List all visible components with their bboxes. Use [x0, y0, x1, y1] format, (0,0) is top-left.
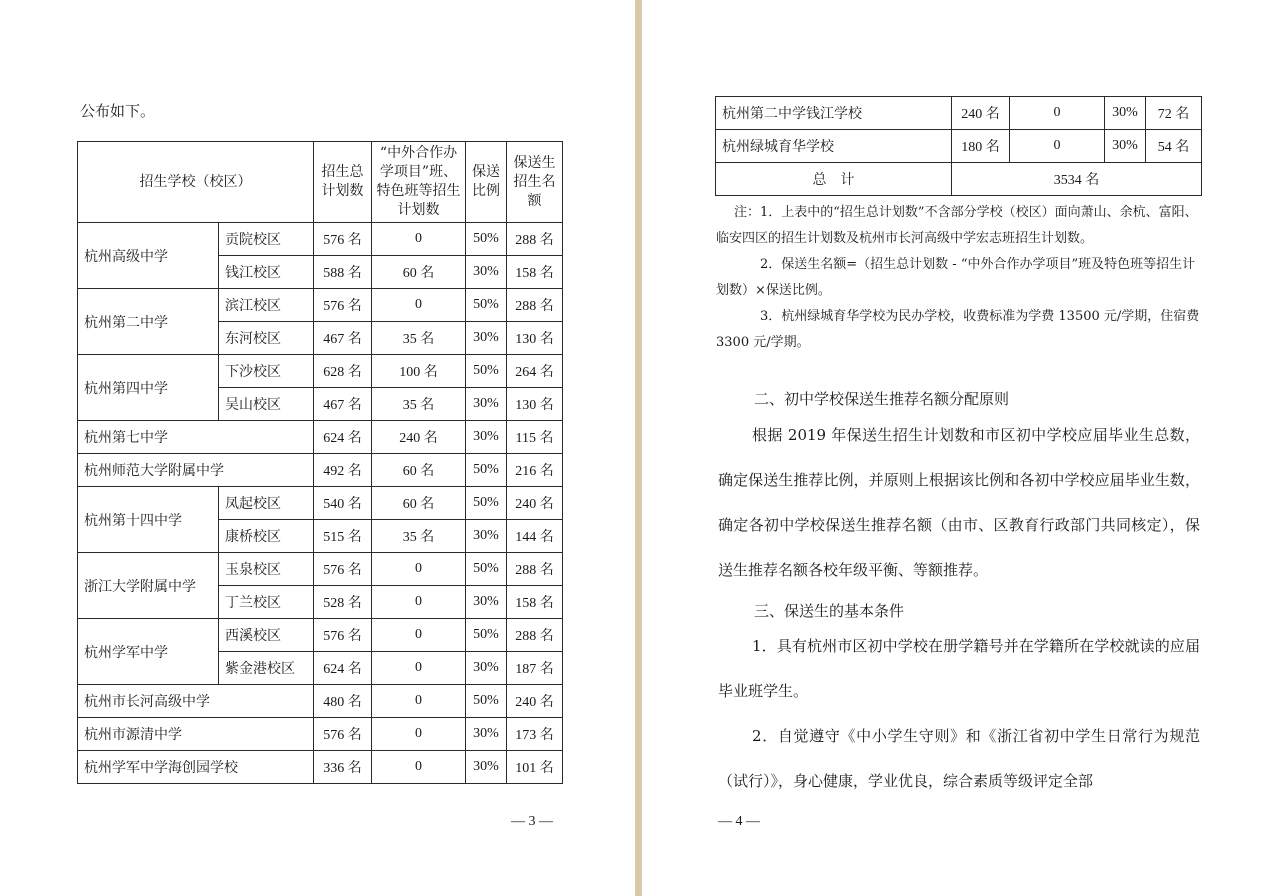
special-cell: 0 — [1010, 97, 1105, 130]
table-row — [78, 619, 563, 652]
school-name: 杭州第二中学钱江学校 — [716, 97, 952, 130]
plan-cell: 588 名 — [314, 256, 372, 289]
quota-cell: 158 名 — [507, 256, 563, 289]
ratio-cell: 30% — [1105, 97, 1146, 130]
section-2-body: 根据 2019 年保送生招生计划数和市区初中学校应届毕业生总数，确定保送生推荐比例，并原则上根据该比例和各初中学校应届毕业生数，确定各初中学校保送生推荐名额（由市、区教育行政部门共同核定），保送生推荐名额各校年级平衡、等额推荐。 — [718, 426, 1200, 579]
quota-cell: 130 名 — [507, 388, 563, 421]
quota-table-continued — [715, 96, 1202, 196]
condition-item-2: 2．自觉遵守《中小学生守则》和《浙江省初中学生日常行为规范（试行）》，身心健康，学业优良，综合素质等级评定全部 — [718, 727, 1200, 790]
quota-cell: 101 名 — [507, 751, 563, 784]
table-row — [78, 487, 563, 520]
school-name: 杭州学军中学 — [78, 619, 219, 685]
special-cell: 35 名 — [372, 322, 466, 355]
table-row — [78, 718, 563, 751]
school-name: 浙江大学附属中学 — [78, 553, 219, 619]
quota-cell: 187 名 — [507, 652, 563, 685]
special-cell: 0 — [372, 289, 466, 322]
table-total-row — [716, 163, 1202, 196]
school-name: 杭州第二中学 — [78, 289, 219, 355]
condition-item-1: 1．具有杭州市区初中学校在册学籍号并在学籍所在学校就读的应届毕业班学生。 — [718, 637, 1200, 700]
special-cell: 35 名 — [372, 388, 466, 421]
special-cell: 0 — [1010, 130, 1105, 163]
ratio-cell: 30% — [1105, 130, 1146, 163]
quota-cell: 216 名 — [507, 454, 563, 487]
page-number: — 3 — — [511, 814, 553, 829]
ratio-cell: 50% — [466, 223, 507, 256]
table-row — [78, 421, 563, 454]
note-3: 3．杭州绿城育华学校为民办学校，收费标准为学费 13500 元/学期，住宿费 3300 元/学期。 — [716, 309, 1200, 350]
total-value: 3534 名 — [952, 163, 1202, 196]
quota-cell: 240 名 — [507, 487, 563, 520]
table-row — [78, 751, 563, 784]
plan-cell: 240 名 — [952, 97, 1010, 130]
quota-cell: 173 名 — [507, 718, 563, 751]
special-cell: 0 — [372, 652, 466, 685]
plan-cell: 336 名 — [314, 751, 372, 784]
plan-cell: 492 名 — [314, 454, 372, 487]
special-cell: 0 — [372, 751, 466, 784]
intro-text: 公布如下。 — [80, 102, 156, 120]
header-school: 招生学校（校区） — [78, 142, 314, 223]
quota-cell: 288 名 — [507, 289, 563, 322]
special-cell: 0 — [372, 553, 466, 586]
campus-name: 滨江校区 — [219, 289, 314, 322]
ratio-cell: 50% — [466, 487, 507, 520]
section-2-title: 二、初中学校保送生推荐名额分配原则 — [754, 390, 1010, 408]
ratio-cell: 30% — [466, 586, 507, 619]
campus-name: 西溪校区 — [219, 619, 314, 652]
note-1: 注：1．上表中的“招生总计划数”不含部分学校（校区）面向萧山、余杭、富阳、临安四区的招生计划数及杭州市长河高级中学宏志班招生计划数。 — [716, 205, 1198, 246]
quota-cell: 115 名 — [507, 421, 563, 454]
school-name: 杭州第十四中学 — [78, 487, 219, 553]
special-cell: 0 — [372, 619, 466, 652]
special-cell: 240 名 — [372, 421, 466, 454]
page-3 — [0, 0, 636, 896]
campus-name: 紫金港校区 — [219, 652, 314, 685]
table-row — [78, 289, 563, 322]
school-name: 杭州第七中学 — [78, 421, 314, 454]
header-quota: 保送生招生名额 — [507, 142, 563, 223]
table-row — [78, 355, 563, 388]
special-cell: 0 — [372, 586, 466, 619]
special-cell: 60 名 — [372, 256, 466, 289]
page-number: — 4 — — [718, 814, 760, 829]
campus-name: 玉泉校区 — [219, 553, 314, 586]
campus-name: 东河校区 — [219, 322, 314, 355]
plan-cell: 576 名 — [314, 289, 372, 322]
plan-cell: 624 名 — [314, 421, 372, 454]
header-ratio: 保送比例 — [466, 142, 507, 223]
school-name: 杭州学军中学海创园学校 — [78, 751, 314, 784]
ratio-cell: 30% — [466, 421, 507, 454]
plan-cell: 576 名 — [314, 718, 372, 751]
campus-name: 吴山校区 — [219, 388, 314, 421]
ratio-cell: 50% — [466, 619, 507, 652]
plan-cell: 467 名 — [314, 322, 372, 355]
header-special-plan: “中外合作办学项目”班、特色班等招生计划数 — [372, 142, 466, 223]
special-cell: 100 名 — [372, 355, 466, 388]
table-row — [716, 97, 1202, 130]
special-cell: 60 名 — [372, 454, 466, 487]
special-cell: 0 — [372, 685, 466, 718]
quota-cell: 130 名 — [507, 322, 563, 355]
plan-cell: 540 名 — [314, 487, 372, 520]
special-cell: 35 名 — [372, 520, 466, 553]
special-cell: 0 — [372, 718, 466, 751]
school-name: 杭州师范大学附属中学 — [78, 454, 314, 487]
plan-cell: 467 名 — [314, 388, 372, 421]
ratio-cell: 50% — [466, 553, 507, 586]
plan-cell: 576 名 — [314, 619, 372, 652]
quota-cell: 158 名 — [507, 586, 563, 619]
header-total-plan: 招生总计划数 — [314, 142, 372, 223]
quota-cell: 288 名 — [507, 223, 563, 256]
ratio-cell: 30% — [466, 388, 507, 421]
campus-name: 康桥校区 — [219, 520, 314, 553]
plan-cell: 624 名 — [314, 652, 372, 685]
quota-cell: 72 名 — [1146, 97, 1202, 130]
ratio-cell: 30% — [466, 256, 507, 289]
table-row — [78, 685, 563, 718]
quota-cell: 264 名 — [507, 355, 563, 388]
quota-table — [77, 141, 563, 784]
school-name: 杭州高级中学 — [78, 223, 219, 289]
special-cell: 60 名 — [372, 487, 466, 520]
ratio-cell: 50% — [466, 685, 507, 718]
campus-name: 丁兰校区 — [219, 586, 314, 619]
table-header-row — [78, 142, 563, 223]
ratio-cell: 30% — [466, 718, 507, 751]
quota-cell: 288 名 — [507, 553, 563, 586]
plan-cell: 515 名 — [314, 520, 372, 553]
campus-name: 贡院校区 — [219, 223, 314, 256]
ratio-cell: 50% — [466, 454, 507, 487]
total-label: 总 计 — [716, 163, 952, 196]
school-name: 杭州第四中学 — [78, 355, 219, 421]
school-name: 杭州市长河高级中学 — [78, 685, 314, 718]
special-cell: 0 — [372, 223, 466, 256]
table-row — [78, 454, 563, 487]
ratio-cell: 30% — [466, 652, 507, 685]
note-2: 2．保送生名额=（招生总计划数 - “中外合作办学项目”班及特色班等招生计划数）×保送比例。 — [716, 257, 1196, 298]
quota-cell: 144 名 — [507, 520, 563, 553]
school-name: 杭州市源清中学 — [78, 718, 314, 751]
plan-cell: 180 名 — [952, 130, 1010, 163]
ratio-cell: 30% — [466, 322, 507, 355]
table-row — [78, 553, 563, 586]
campus-name: 下沙校区 — [219, 355, 314, 388]
school-name: 杭州绿城育华学校 — [716, 130, 952, 163]
plan-cell: 576 名 — [314, 223, 372, 256]
plan-cell: 528 名 — [314, 586, 372, 619]
table-row — [716, 130, 1202, 163]
campus-name: 钱江校区 — [219, 256, 314, 289]
ratio-cell: 50% — [466, 289, 507, 322]
ratio-cell: 30% — [466, 751, 507, 784]
table-row — [78, 223, 563, 256]
quota-cell: 240 名 — [507, 685, 563, 718]
quota-cell: 54 名 — [1146, 130, 1202, 163]
campus-name: 凤起校区 — [219, 487, 314, 520]
quota-cell: 288 名 — [507, 619, 563, 652]
plan-cell: 628 名 — [314, 355, 372, 388]
plan-cell: 576 名 — [314, 553, 372, 586]
section-3-title: 三、保送生的基本条件 — [754, 602, 905, 620]
ratio-cell: 50% — [466, 355, 507, 388]
ratio-cell: 30% — [466, 520, 507, 553]
plan-cell: 480 名 — [314, 685, 372, 718]
